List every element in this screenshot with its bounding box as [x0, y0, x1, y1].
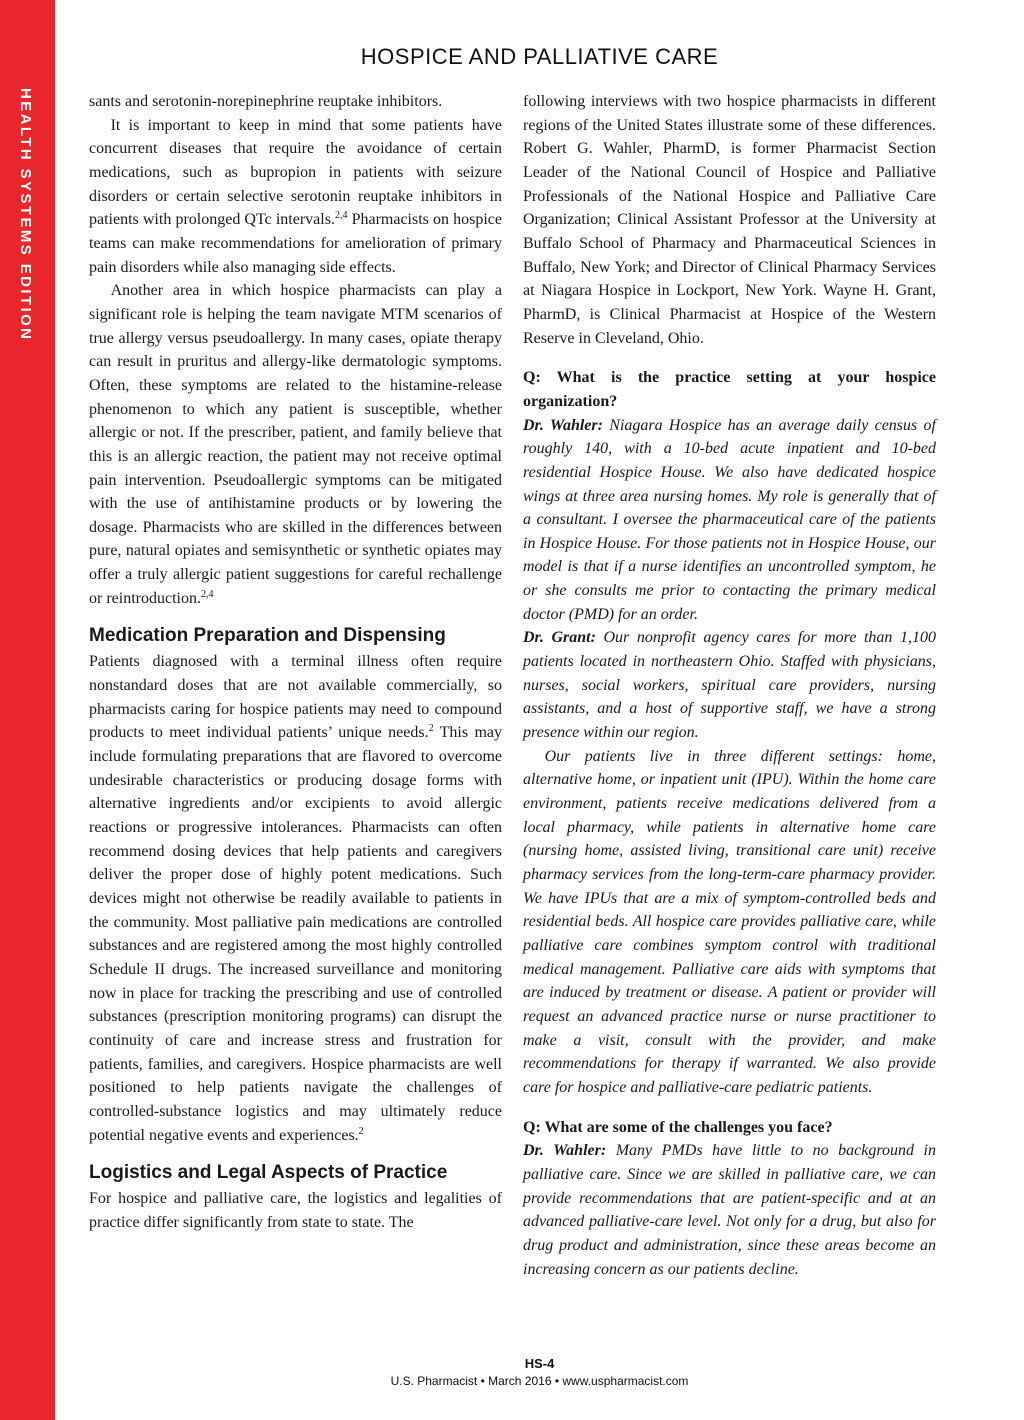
paragraph: Another area in which hospice pharmacists can play a significant role is helping the team navigate MTM scenarios of true allergy versus pseudoallergy. In many cases, opiate therapy can result in pruritus and allergy-like dermatologic symptoms. Often, these symptoms are related to the histamine-release phenomenon to which any patient is susceptible, whether allergic or not. If the prescriber, patient, and family believe that this is an allergic reaction, the patient may not receive optimal pain intervention. Pseudoallergic symptoms can be mitigated with the use of antihistamine products or by lowering the dosage. Pharmacists who are skilled in the differences between pure, natural opiates and semisynthetic or synthetic opiates may offer a truly allergic patient suggestions for careful rechallenge or reintroduction.$^{2,4}$ [89, 282, 502, 607]
section-heading: Logistics and Legal Aspects of Practice [89, 1162, 448, 1184]
page-title: HOSPICE AND PALLIATIVE CARE [360, 44, 719, 69]
publication-line: U.S. Pharmacist • March 2016 • www.uspharmacist.com [390, 1374, 689, 1388]
paragraph: For hospice and palliative care, the logistics and legalities of practice differ significantly from state to state. The [89, 1190, 502, 1231]
paragraph: following interviews with two hospice pharmacists in different regions of the United States illustrate some of these differences. Robert G. Wahler, PharmD, is former Pharmacist Section Leader of the National Council of Hospice and Palliative Professionals of the National Hospice and Palliative Care Organization; Clinical Assistant Professor at the University at Buffalo School of Pharmacy and Pharmaceutical Sciences in Buffalo, New York; and Director of Clinical Pharmacy Services at Niagara Hospice in Lockport, New York. Wayne H. Grant, PharmD, is Clinical Pharmacist at Hospice of the Western Reserve in Cleveland, Ohio. [523, 93, 936, 347]
left-column [89, 90, 502, 1235]
interview-answer: Our patients live in three different settings: home, alternative home, or inpatient unit (IPU). Within the home care environment, patients receive medications delivered from a local pharmacy, while patients in alternative home care (nursing home, assisted living, transitional care unit) receive pharmacy services from the long-term-care pharmacy provider. We have IPUs that are a mix of symptom-controlled beds and residential beds. All hospice care provides palliative care, while palliative care combines symptom control with traditional medical management. Palliative care aids with symptoms that are induced by treatment or disease. A patient or provider will request an advanced practice nurse or nurse practitioner to make a visit, consult with the provider, and make recommendations for therapy if warranted. We also provide care for hospice and palliative-care pediatric patients. [523, 747, 936, 1096]
interview-question: Q: What is the practice setting at your hospice organization? [523, 369, 936, 410]
interview-question: Q: What are some of the challenges you face? [523, 1118, 833, 1136]
speaker-name: Dr. Wahler: [523, 416, 603, 434]
paragraph: Patients diagnosed with a terminal illness often require nonstandard doses that are not available commercially, so pharmacists caring for hospice patients may need to compound products to meet individual patients’ unique needs.$^2$ This may include formulating preparations that are flavored to overcome undesirable characteristics or producing dosage forms with alternative ingredients and/or excipients to avoid allergic reactions or progressive intolerances. Pharmacists can often recommend dosing devices that help patients and caregivers deliver the proper dose of highly potent medications. Such devices might not otherwise be readily available to patients in the community. Most palliative pain medications are controlled substances and are registered among the most highly controlled Schedule II drugs. The increased surveillance and monitoring now in place for tracking the prescribing and use of controlled substances (prescription monitoring programs) can disrupt the continuity of care and increase stress and frustration for patients, families, and caregivers. Hospice pharmacists are well positioned to help patients navigate the challenges of controlled-substance logistics and may ultimately reduce potential negative events and experiences.$^2$ [89, 653, 502, 1144]
section-heading: Medication Preparation and Dispensing [89, 625, 446, 647]
speaker-name: Dr. Wahler: [523, 1142, 607, 1160]
reference: 2 [358, 1125, 364, 1137]
interview-answer: Dr. Grant: Our nonprofit agency cares for more than 1,100 patients located in northeastern Ohio. Staffed with physicians, nurses, social workers, spiritual care providers, nursing assistants, and a host of supportive staff, we have a strong presence within our region. [523, 629, 936, 742]
reference: 2,4 [334, 210, 348, 222]
interview-answer: Dr. Wahler: Many PMDs have little to no background in palliative care. Since we are skilled in palliative care, we can provide recommendations that are patient-specific and at an advanced palliative-care level. Not only for a drug, but also for drug product and administration, since these areas become an increasing concern as our patients decline. [523, 1142, 936, 1278]
reference: 2 [428, 723, 434, 735]
paragraph: sants and serotonin-norepinephrine reuptake inhibitors. [89, 93, 443, 110]
interview-answer: Dr. Wahler: Niagara Hospice has an average daily census of roughly 140, with a 10-bed acute inpatient and 10-bed residential Hospice House. We also have dedicated hospice wings at three area nursing homes. My role is generally that of a consultant. I oversee the pharmaceutical care of the patients in Hospice House. For those patients not in Hospice House, our model is that if a nurse identifies an uncontrolled symptom, he or she consults me prior to contacting the primary medical doctor (PMD) for an order. [523, 416, 937, 623]
speaker-name: Dr. Grant: [523, 629, 596, 647]
reference: 2,4 [200, 588, 214, 600]
red-sidebar [0, 0, 55, 1420]
edition-label: HEALTH SYSTEMS EDITION [17, 88, 34, 342]
right-column [523, 90, 936, 1281]
paragraph: It is important to keep in mind that some patients have concurrent diseases that require the avoidance of certain medications, such as bupropion in patients with seizure disorders or certain selective serotonin reuptake inhibitors in patients with prolonged QTc intervals.$^{2,4}$ Pharmacists on hospice teams can make recommendations for amelioration of primary pain disorders while also managing side effects. [89, 116, 503, 276]
page-number: HS-4 [524, 1356, 555, 1371]
